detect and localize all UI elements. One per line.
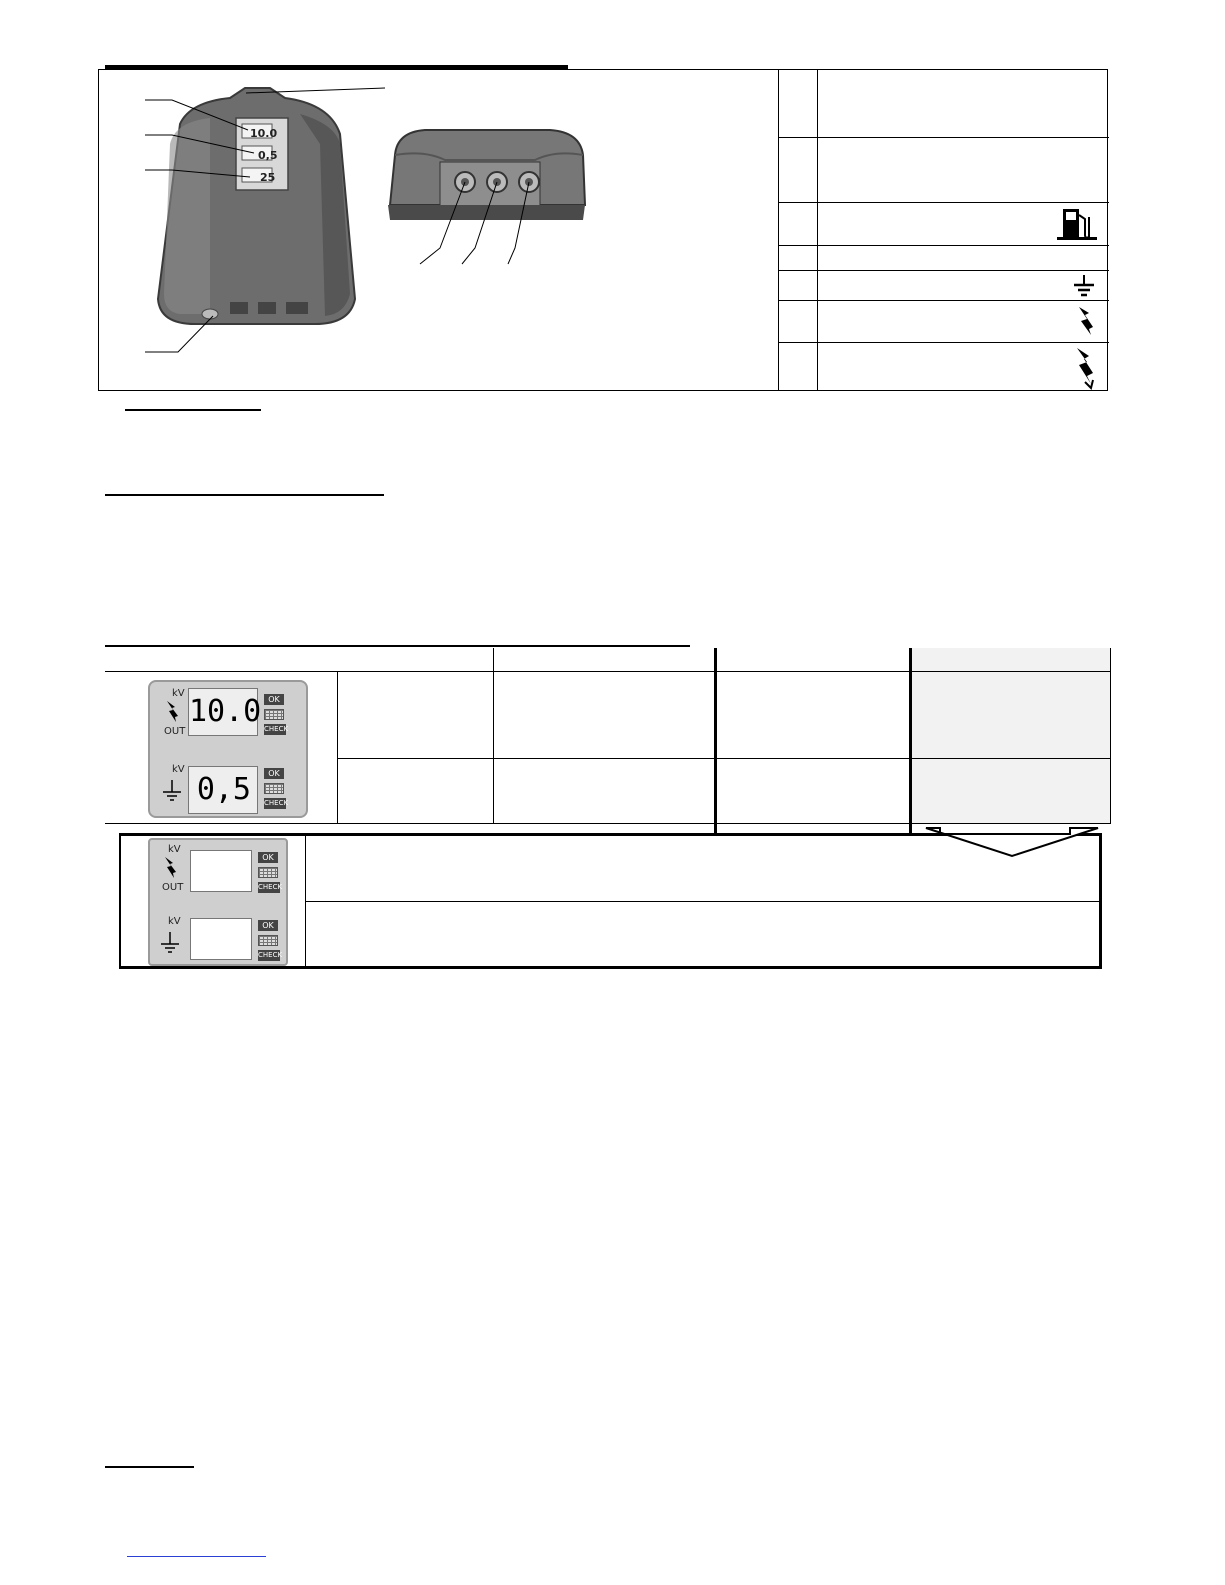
footer-link-underline[interactable] — [127, 1556, 266, 1557]
legend-row-7 — [779, 343, 1109, 391]
output-voltage-display-blank — [190, 850, 252, 892]
ground-voltage-display-blank — [190, 918, 252, 960]
lightning-large-icon — [1071, 346, 1097, 390]
check-indicator-top-blank: CHECK — [258, 883, 283, 891]
output-lightning-icon — [164, 700, 180, 724]
table-col-rule-1 — [337, 672, 338, 824]
kv-unit-bottom-blank: kV — [168, 916, 181, 927]
legend-row-6 — [779, 301, 1109, 343]
fuel-pump-icon — [1055, 205, 1097, 245]
bottom-leader-lines — [400, 170, 550, 270]
table-header-rule — [105, 671, 1111, 672]
legend-number-cell — [779, 246, 818, 270]
table-col-rule-4 — [909, 648, 912, 834]
table-mid-rule — [337, 758, 1111, 759]
ok-indicator-top: OK — [264, 694, 284, 705]
legend-number-cell — [779, 203, 818, 245]
ground-voltage-display: 0,5 — [188, 766, 258, 814]
section-underline-2 — [105, 494, 384, 496]
out-label: OUT — [164, 726, 186, 737]
legend-row-4 — [779, 246, 1109, 271]
table-col-rule-2 — [493, 648, 494, 824]
legend-row-1 — [779, 69, 1109, 138]
ok-indicator-top-blank: OK — [258, 852, 278, 863]
ground-symbol-icon — [160, 778, 184, 804]
legend-number-cell — [779, 138, 818, 202]
grid-indicator-bottom-blank — [258, 935, 278, 946]
front-reading-3: 25 — [260, 171, 276, 184]
footer-heading-underline — [105, 1466, 194, 1468]
check-indicator-bottom: CHECK — [264, 799, 289, 807]
front-leader-lines — [0, 0, 400, 360]
table-shaded-column — [911, 648, 1111, 824]
ok-indicator-bottom: OK — [264, 768, 284, 779]
table-bottom-rule — [105, 823, 1111, 824]
legend-number-cell — [779, 343, 818, 391]
output-lightning-icon-blank — [162, 856, 178, 880]
kv-unit-top: kV — [172, 688, 185, 699]
legend-number-cell — [779, 271, 818, 300]
ok-indicator-bottom-blank: OK — [258, 920, 278, 931]
ground-symbol-icon-blank — [158, 930, 182, 956]
out-label-blank: OUT — [162, 882, 184, 893]
section-underline-1 — [125, 409, 261, 411]
kv-unit-bottom: kV — [172, 764, 185, 775]
grid-indicator-bottom — [264, 783, 284, 794]
check-indicator-bottom-blank: CHECK — [258, 951, 283, 959]
legend-table — [778, 69, 1108, 391]
kv-unit-top-blank: kV — [168, 844, 181, 855]
front-reading-2: 0,5 — [258, 149, 278, 162]
down-arrow-icon — [920, 826, 1105, 860]
legend-number-cell — [779, 301, 818, 342]
ground-icon — [1071, 273, 1097, 299]
legend-row-3 — [779, 203, 1109, 246]
table-col-rule-3 — [714, 648, 717, 834]
display-panel-values — [148, 680, 308, 818]
table-col-rule-5 — [1110, 648, 1111, 824]
front-reading-1: 10.0 — [250, 127, 278, 140]
table-heading-underline — [105, 645, 690, 647]
lightning-small-icon — [1073, 305, 1097, 341]
blank-box-row-rule — [305, 901, 1099, 902]
display-panel-blank — [148, 838, 288, 966]
grid-indicator-top-blank — [258, 867, 278, 878]
legend-row-5 — [779, 271, 1109, 301]
legend-number-cell — [779, 69, 818, 137]
grid-indicator-top — [264, 709, 284, 720]
check-indicator-top: CHECK — [264, 725, 289, 733]
legend-row-2 — [779, 138, 1109, 203]
output-voltage-display: 10.0 — [188, 688, 258, 736]
